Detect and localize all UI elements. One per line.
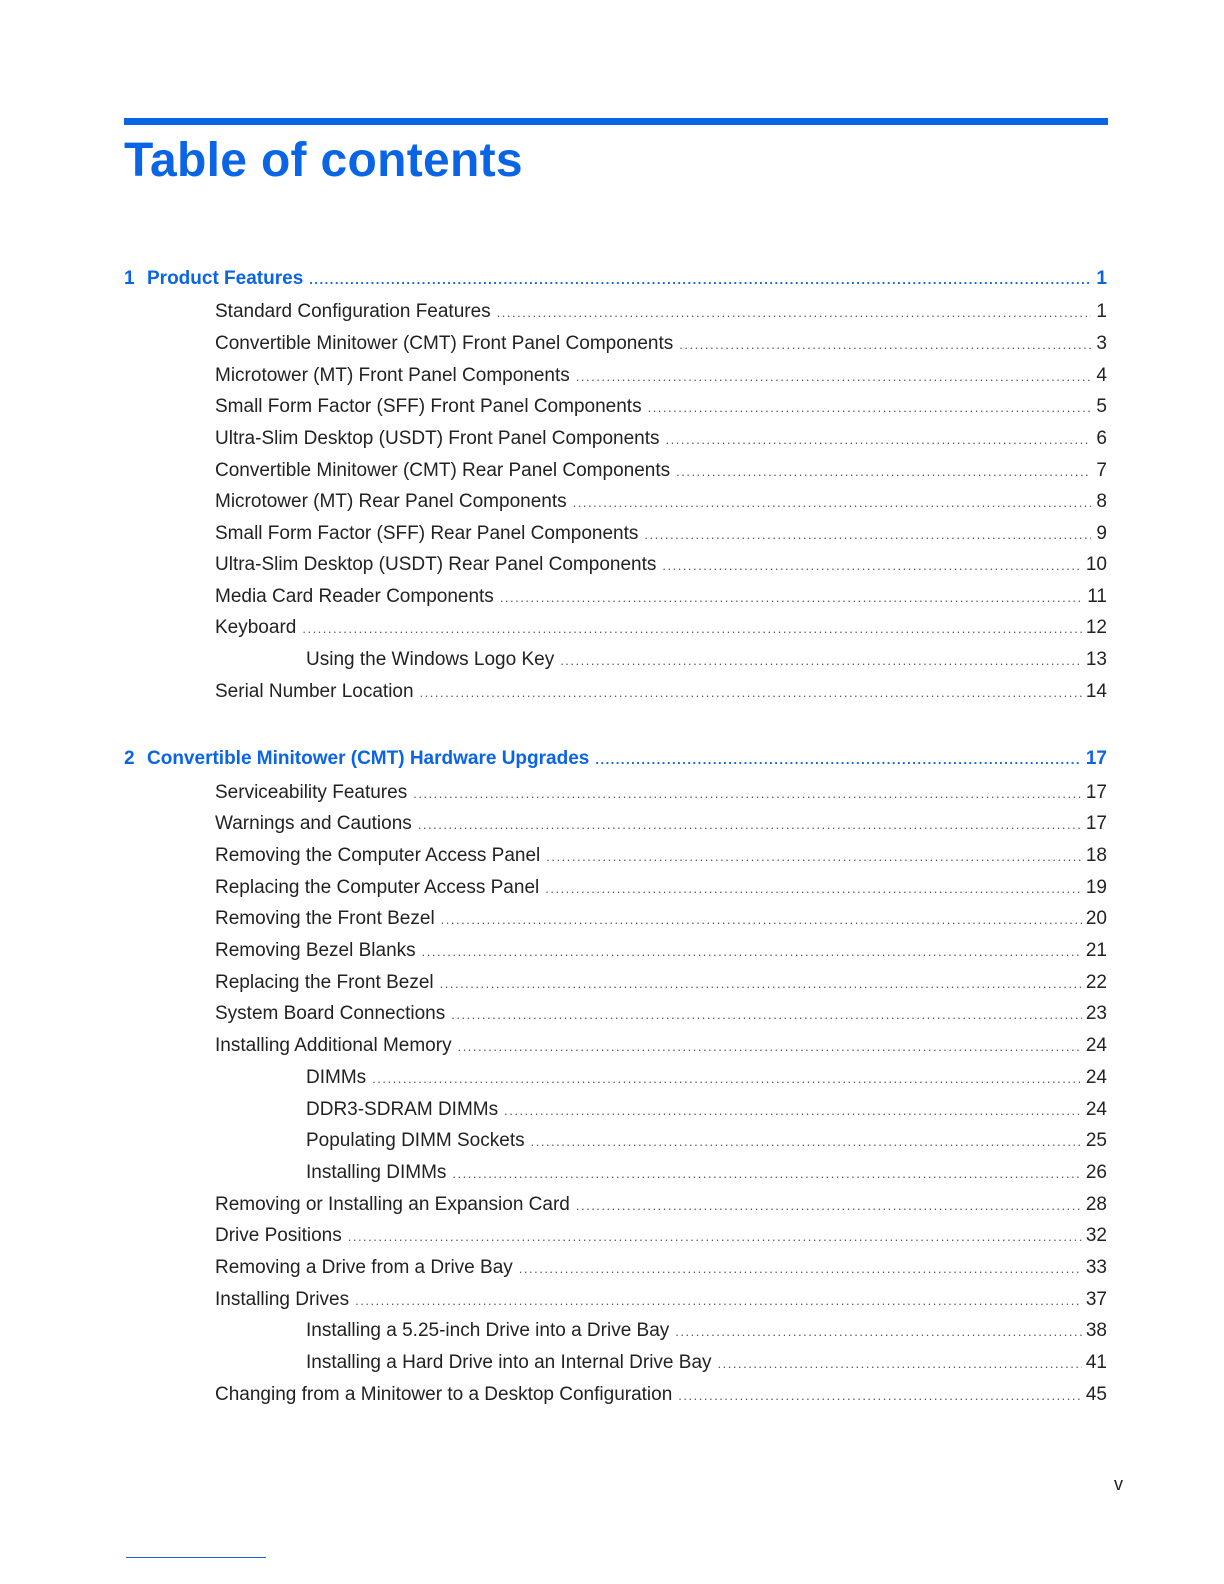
toc-entry-label: Replacing the Computer Access Panel [215, 877, 540, 898]
dot-leader [576, 365, 1091, 389]
dot-leader [666, 428, 1091, 452]
toc-entry-page: 7 [1096, 460, 1107, 481]
toc-entry-page: 3 [1096, 333, 1107, 354]
dot-leader [309, 268, 1091, 292]
dot-leader [418, 813, 1082, 837]
toc-entry-label: Microtower (MT) Rear Panel Components [215, 491, 567, 512]
toc-entry[interactable] [215, 332, 1107, 357]
toc-entry-label: DDR3-SDRAM DIMMs [306, 1099, 499, 1120]
toc-entry[interactable] [306, 1161, 1107, 1186]
toc-entry[interactable] [215, 939, 1107, 964]
toc-entry-label: Changing from a Minitower to a Desktop Configuration [215, 1384, 673, 1405]
toc-chapter-number: 2 [124, 748, 135, 769]
toc-entry[interactable] [215, 553, 1107, 578]
toc-entry-page: 8 [1096, 491, 1107, 512]
toc-entry[interactable] [215, 616, 1107, 641]
toc-entry-label: Populating DIMM Sockets [306, 1130, 525, 1151]
toc-entry[interactable] [215, 680, 1107, 705]
toc-entry-page: 33 [1085, 1257, 1107, 1278]
dot-leader [348, 1225, 1082, 1249]
dot-leader [576, 1194, 1082, 1218]
toc-entry-label: Removing or Installing an Expansion Card [215, 1194, 570, 1215]
toc-entry-label: Product Features [147, 268, 304, 289]
toc-entry-label: Installing DIMMs [306, 1162, 447, 1183]
dot-leader [441, 908, 1082, 932]
toc-entry-label: Ultra-Slim Desktop (USDT) Rear Panel Components [215, 554, 657, 575]
toc-entry-page: 20 [1085, 908, 1107, 929]
toc-entry-page: 19 [1085, 877, 1107, 898]
toc-entry[interactable] [215, 907, 1107, 932]
toc-entry-page: 32 [1085, 1225, 1107, 1246]
toc-entry-page: 24 [1085, 1099, 1107, 1120]
toc-entry[interactable] [306, 648, 1107, 673]
toc-entry-page: 12 [1085, 617, 1107, 638]
dot-leader [546, 845, 1082, 869]
toc-entry-label: Media Card Reader Components [215, 586, 494, 607]
dot-leader [644, 523, 1091, 547]
toc-entry-page: 1 [1096, 301, 1107, 322]
toc-entry-page: 22 [1085, 972, 1107, 993]
dot-leader [451, 1003, 1082, 1027]
dot-leader [648, 396, 1091, 420]
toc-entry-label: Serial Number Location [215, 681, 414, 702]
dot-leader [662, 554, 1081, 578]
toc-entry-page: 17 [1085, 782, 1107, 803]
toc-entry-label: Small Form Factor (SFF) Rear Panel Components [215, 523, 639, 544]
toc-entry-page: 24 [1085, 1067, 1107, 1088]
dot-leader [679, 333, 1091, 357]
toc-entry-page: 6 [1096, 428, 1107, 449]
toc-entry-page: 45 [1085, 1384, 1107, 1405]
toc-entry-label: Warnings and Cautions [215, 813, 412, 834]
toc-entry-page: 18 [1085, 845, 1107, 866]
toc-entry-page: 28 [1085, 1194, 1107, 1215]
dot-leader [422, 940, 1082, 964]
toc-entry-label: Convertible Minitower (CMT) Hardware Upgrades [147, 748, 590, 769]
dot-leader [531, 1130, 1082, 1154]
toc-entry-page: 1 [1096, 268, 1107, 289]
toc-entry-label: Removing the Computer Access Panel [215, 845, 541, 866]
toc-entry-label: Replacing the Front Bezel [215, 972, 434, 993]
toc-entry-label: Drive Positions [215, 1225, 342, 1246]
toc-entry-page: 11 [1087, 586, 1107, 607]
toc-entry-label: Microtower (MT) Front Panel Components [215, 365, 570, 386]
dot-leader [675, 1320, 1082, 1344]
toc-entry[interactable] [215, 395, 1107, 420]
toc-entry-label: Removing the Front Bezel [215, 908, 435, 929]
dot-leader [676, 460, 1091, 484]
toc-entry-label: Small Form Factor (SFF) Front Panel Components [215, 396, 642, 417]
toc-entry[interactable] [215, 844, 1107, 869]
toc-entry[interactable] [215, 1002, 1107, 1027]
dot-leader [458, 1035, 1082, 1059]
toc-chapter[interactable] [124, 267, 1107, 292]
dot-leader [595, 748, 1082, 772]
toc-entry-page: 37 [1085, 1289, 1107, 1310]
dot-leader [573, 491, 1091, 515]
dot-leader [678, 1384, 1082, 1408]
toc-entry-label: Using the Windows Logo Key [306, 649, 555, 670]
toc-entry-label: Convertible Minitower (CMT) Rear Panel Components [215, 460, 671, 481]
toc-entry-page: 17 [1085, 748, 1107, 769]
toc-entry-page: 9 [1096, 523, 1107, 544]
dot-leader [504, 1099, 1082, 1123]
toc-entry-label: System Board Connections [215, 1003, 446, 1024]
toc-entry-page: 4 [1096, 365, 1107, 386]
toc-entry[interactable] [215, 427, 1107, 452]
toc-entry-label: Convertible Minitower (CMT) Front Panel Components [215, 333, 674, 354]
dot-leader [452, 1162, 1081, 1186]
toc-entry-page: 21 [1085, 940, 1107, 961]
toc-entry-label: Removing a Drive from a Drive Bay [215, 1257, 513, 1278]
dot-leader [500, 586, 1083, 610]
toc-entry-page: 13 [1085, 649, 1107, 670]
toc-entry-page: 26 [1085, 1162, 1107, 1183]
toc-entry-page: 17 [1085, 813, 1107, 834]
toc-entry-label: Installing a 5.25-inch Drive into a Drive Bay [306, 1320, 670, 1341]
toc-entry-page: 38 [1085, 1320, 1107, 1341]
toc-entry[interactable] [215, 971, 1107, 996]
toc-entry[interactable] [215, 1224, 1107, 1249]
toc-entry-label: Installing a Hard Drive into an Internal Drive Bay [306, 1352, 712, 1373]
toc-entry-label: Ultra-Slim Desktop (USDT) Front Panel Components [215, 428, 660, 449]
page-number: v [1114, 1474, 1123, 1494]
dot-leader [497, 301, 1091, 325]
toc-entry[interactable] [215, 490, 1107, 515]
toc-entry-label: Serviceability Features [215, 782, 408, 803]
toc-chapter-number: 1 [124, 268, 135, 289]
toc-entry[interactable] [215, 300, 1107, 325]
toc-entry[interactable] [215, 1256, 1107, 1281]
toc-entry[interactable] [306, 1319, 1107, 1344]
toc-entry-page: 5 [1096, 396, 1107, 417]
toc-entry-label: Installing Drives [215, 1289, 350, 1310]
toc-entry-label: Standard Configuration Features [215, 301, 491, 322]
dot-leader [302, 617, 1082, 641]
toc-entry-page: 14 [1085, 681, 1107, 702]
toc-entry[interactable] [215, 1193, 1107, 1218]
toc-entry-page: 23 [1085, 1003, 1107, 1024]
toc-entry-page: 41 [1085, 1352, 1107, 1373]
toc-entry[interactable] [306, 1066, 1107, 1091]
toc-entry-label: DIMMs [306, 1067, 367, 1088]
toc-entry-label: Keyboard [215, 617, 297, 638]
toc-entry[interactable] [215, 1383, 1107, 1408]
toc-entry[interactable] [306, 1098, 1107, 1123]
footer-rule [126, 1557, 266, 1558]
toc-entry[interactable] [306, 1351, 1107, 1376]
toc-entry-page: 25 [1085, 1130, 1107, 1151]
dot-leader [420, 681, 1082, 705]
dot-leader [440, 972, 1082, 996]
toc-entry[interactable] [215, 1288, 1107, 1313]
toc-entry[interactable] [215, 585, 1107, 610]
toc-entry-page: 24 [1085, 1035, 1107, 1056]
toc-chapter[interactable] [124, 747, 1107, 772]
dot-leader [718, 1352, 1082, 1376]
page-title: Table of contents [124, 134, 523, 187]
dot-leader [355, 1289, 1082, 1313]
toc-entry[interactable] [215, 522, 1107, 547]
toc-entry[interactable] [306, 1129, 1107, 1154]
dot-leader [372, 1067, 1082, 1091]
toc-entry[interactable] [215, 1034, 1107, 1059]
toc-entry-label: Removing Bezel Blanks [215, 940, 416, 961]
toc-entry[interactable] [215, 812, 1107, 837]
toc-entry[interactable] [215, 459, 1107, 484]
toc-entry[interactable] [215, 364, 1107, 389]
dot-leader [545, 877, 1082, 901]
toc-entry[interactable] [215, 876, 1107, 901]
toc-entry-label: Installing Additional Memory [215, 1035, 452, 1056]
dot-leader [413, 782, 1082, 806]
dot-leader [560, 649, 1082, 673]
toc-entry-page: 10 [1085, 554, 1107, 575]
dot-leader [519, 1257, 1082, 1281]
toc-entry[interactable] [215, 781, 1107, 806]
